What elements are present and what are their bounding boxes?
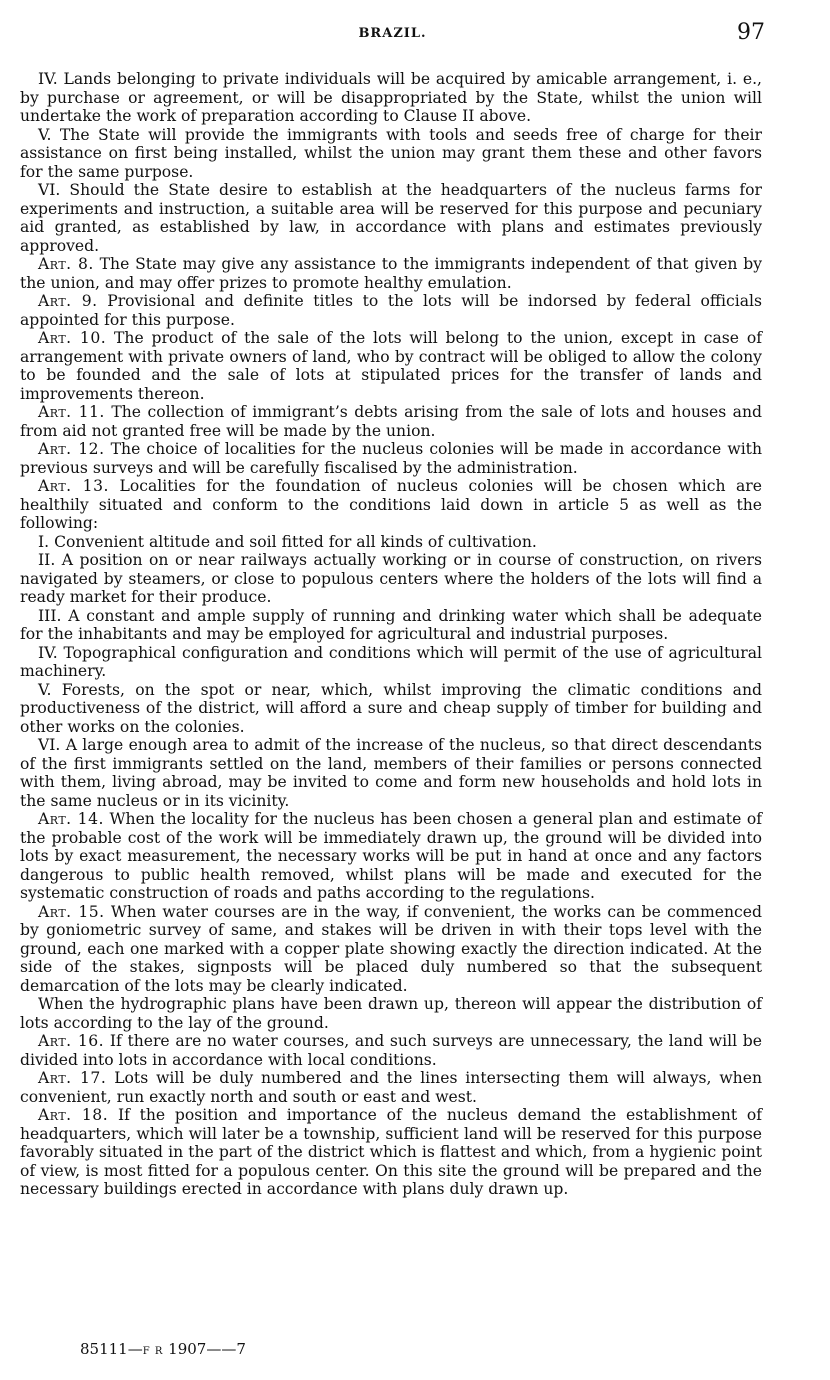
article-paragraph <box>20 1106 762 1199</box>
article-label: Art. 11. <box>38 403 105 421</box>
article-paragraph <box>20 403 762 440</box>
paragraph-text: V. Forests, on the spot or near, which, whilst improving the climatic conditions and productiveness of the district, will afford a sure and cheap supply of timber for building and other works on the colonies. <box>20 680 762 736</box>
paragraph-text: Localities for the foundation of nucleus colonies will be chosen which are healthily situated and conform to the conditions laid down in article 5 as well as the following: <box>20 477 762 532</box>
article-paragraph <box>20 477 762 533</box>
article-label: Art. 14. <box>38 810 104 828</box>
clause-paragraph <box>20 181 762 255</box>
article-label: Art. 18. <box>38 1106 109 1124</box>
article-label: Art. 10. <box>38 329 107 347</box>
paragraph-text: When water courses are in the way, if convenient, the works can be commenced by goniometric survey of same, and stakes will be driven in with their tops level with the ground, each one marked with a copper plate showing exactly the direction indicated. At the side of the stakes, signposts will be placed duly numbered so that the subsequent demarcation of the lots may be clearly indicated. <box>20 902 762 995</box>
signature-year: 1907 <box>168 1340 207 1358</box>
article-label: Art. 15. <box>38 902 105 921</box>
paragraph-text: The choice of localities for the nucleus colonies will be made in accordance with previous surveys and will be carefully fiscalised by the administration. <box>20 440 762 477</box>
paragraph-text: III. A constant and ample supply of running and drinking water which shall be adequate for the inhabitants and may be employed for agricultural and industrial purposes. <box>20 606 762 643</box>
paragraph-text: VI. Should the State desire to establish at the headquarters of the nucleus farms for experiments and instruction, a suitable area will be reserved for this purpose and pecuniary aid granted, as established by law, in accordance with plans and estimates previously approved. <box>20 181 762 255</box>
article-paragraph <box>20 810 762 903</box>
clause-paragraph <box>20 681 762 737</box>
clause-paragraph <box>20 736 762 810</box>
paragraph-text: If there are no water courses, and such surveys are unnecessary, the land will be divided into lots in accordance with local conditions. <box>20 1032 762 1069</box>
article-paragraph <box>20 1069 762 1106</box>
clause-paragraph <box>20 70 762 126</box>
paragraph-text: Provisional and definite titles to the lots will be indorsed by federal officials appointed for this purpose. <box>20 292 762 329</box>
running-title: BRAZIL. <box>358 26 427 41</box>
article-label: Art. 16. <box>38 1032 105 1050</box>
paragraph-text: IV. Topographical configuration and conditions which will permit of the use of agricultural machinery. <box>20 643 762 680</box>
paragraph-text: The product of the sale of the lots will belong to the union, except in case of arrangement with private owners of land, who by contract will be obliged to allow the colony to be founded and the sale of lots at stipulated prices for the transfer of lands and improvements thereon. <box>20 329 762 403</box>
page-number: 97 <box>737 20 765 45</box>
paragraph-text: VI. A large enough area to admit of the increase of the nucleus, so that direct descendants of the first immigrants settled on the land, members of their families or persons connected with them, living abroad, may be invited to come and form new households and hold lots in the same nucleus or in its vicinity. <box>20 736 762 810</box>
body-text <box>20 70 762 1199</box>
article-paragraph <box>20 329 762 403</box>
paragraph-text: IV. Lands belonging to private individuals will be acquired by amicable arrangement, i. e., by purchase or agreement, or will be disappropriated by the State, whilst the union will undertake the work of preparation according to Clause II above. <box>20 70 762 125</box>
article-label: Art. 9. <box>38 292 98 310</box>
signature-sheet: 7 <box>236 1340 246 1358</box>
paragraph-text: The State may give any assistance to the immigrants independent of that given by the union, and may offer prizes to promote healthy emulation. <box>20 255 763 292</box>
paragraph-text: V. The State will provide the immigrants with tools and seeds free of charge for their assistance on first being installed, whilst the union may grant them these and other favors for the same purpose. <box>20 125 762 181</box>
signature-mark: 85111—F R 1907——7 <box>80 1340 246 1358</box>
clause-paragraph <box>20 551 762 607</box>
paragraph-text: When the hydrographic plans have been drawn up, thereon will appear the distribution of lots according to the lay of the ground. <box>20 995 762 1032</box>
paragraph-text: II. A position on or near railways actually working or in course of construction, on rivers navigated by steamers, or close to populous centers where the holders of the lots will find a ready market for their produce. <box>20 551 762 606</box>
article-label: Art. 8. <box>38 255 94 273</box>
paragraph-text: The collection of immigrant’s debts arising from the sale of lots and houses and from aid not granted free will be made by the union. <box>20 403 763 440</box>
running-head <box>20 20 765 46</box>
article-paragraph <box>20 292 762 329</box>
signature-number: 85111 <box>80 1340 128 1358</box>
article-label: Art. 13. <box>38 477 109 495</box>
paragraph-text: If the position and importance of the nucleus demand the establishment of headquarters, which will later be a township, sufficient land will be reserved for this purpose favorably situated in the part of the district which is flattest and which, from a hygienic point of view, is most fitted for a populous center. On this site the ground will be prepared and the necessary buildings erected in accordance with plans duly drawn up. <box>20 1106 762 1198</box>
article-label: Art. 12. <box>38 440 105 458</box>
paragraph-text: When the locality for the nucleus has been chosen a general plan and estimate of the probable cost of the work will be immediately drawn up, the ground will be divided into lots by exact measurement, the necessary works will be put in hand at once and any factors dangerous to public health removed, whilst plans will be made and executed for the systematic construction of roads and paths according to the regulations. <box>20 810 762 902</box>
clause-paragraph <box>20 607 762 644</box>
article-label: Art. 17. <box>38 1069 107 1087</box>
clause-paragraph <box>20 995 762 1032</box>
clause-paragraph <box>20 126 762 182</box>
paragraph-text: I. Convenient altitude and soil fitted for all kinds of cultivation. <box>38 532 537 551</box>
clause-paragraph <box>20 533 762 552</box>
article-paragraph <box>20 255 762 292</box>
article-paragraph <box>20 1032 762 1069</box>
article-paragraph <box>20 440 762 477</box>
article-paragraph <box>20 903 762 996</box>
paragraph-text: Lots will be duly numbered and the lines intersecting them will always, when convenient, run exactly north and south or east and west. <box>20 1069 762 1106</box>
clause-paragraph <box>20 644 762 681</box>
signature-code: F R <box>142 1346 164 1357</box>
